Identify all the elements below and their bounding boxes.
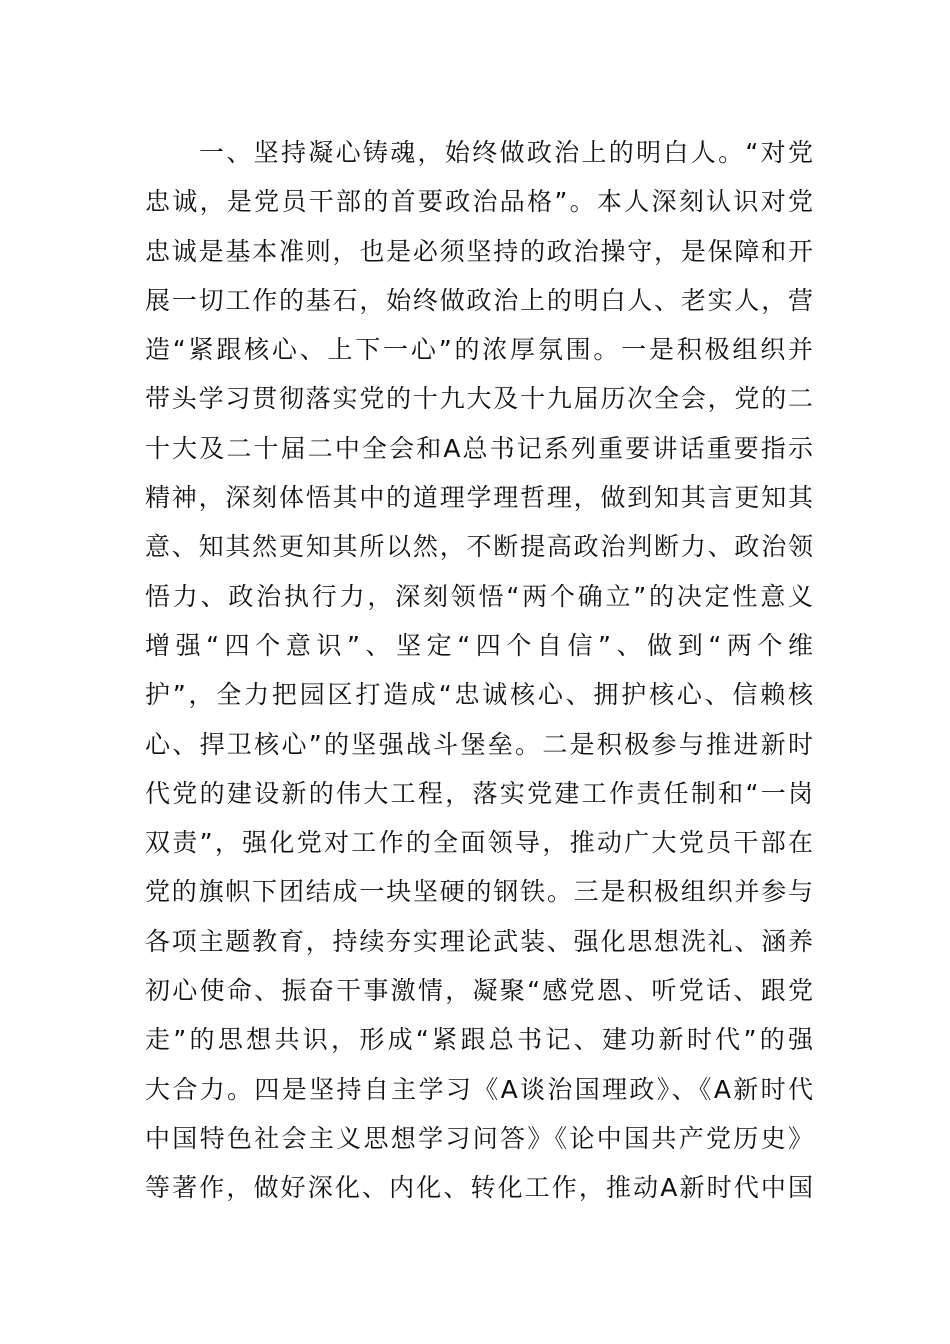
- paragraph-line: 增强“四个意识”、坚定“四个自信”、做到“两个维: [145, 630, 813, 660]
- paragraph-line: 护”，全力把园区打造成“忠诚核心、拥护核心、信赖核: [145, 680, 813, 710]
- paragraph-line: 各项主题教育，持续夯实理论武装、强化思想洗礼、涵养: [145, 926, 813, 956]
- paragraph-line: 中国特色社会主义思想学习问答》《论中国共产党历史》: [145, 1123, 813, 1153]
- paragraph-line: 大合力。四是坚持自主学习《A谈治国理政》、《A新时代: [145, 1074, 813, 1104]
- paragraph-line: 展一切工作的基石，始终做政治上的明白人、老实人，营: [145, 285, 813, 315]
- paragraph-line: 造“紧跟核心、上下一心”的浓厚氛围。一是积极组织并: [145, 335, 813, 365]
- paragraph-line: 党的旗帜下团结成一块坚硬的钢铁。三是积极组织并参与: [145, 877, 813, 907]
- paragraph-line: 意、知其然更知其所以然，不断提高政治判断力、政治领: [145, 532, 813, 562]
- paragraph-line: 十大及二十届二中全会和A总书记系列重要讲话重要指示: [145, 433, 813, 463]
- body-paragraph: [145, 128, 813, 1213]
- paragraph-line: 带头学习贯彻落实党的十九大及十九届历次全会，党的二: [145, 384, 813, 414]
- paragraph-line: 忠诚，是党员干部的首要政治品格”。本人深刻认识对党: [145, 187, 813, 217]
- paragraph-line: 忠诚是基本准则，也是必须坚持的政治操守，是保障和开: [145, 236, 813, 266]
- paragraph-line: 一、坚持凝心铸魂，始终做政治上的明白人。“对党: [199, 138, 813, 167]
- paragraph-line: 等著作，做好深化、内化、转化工作，推动A新时代中国: [145, 1173, 813, 1203]
- paragraph-line: 悟力、政治执行力，深刻领悟“两个确立”的决定性意义: [145, 581, 813, 611]
- paragraph-line: 心、捍卫核心”的坚强战斗堡垒。二是积极参与推进新时: [145, 729, 813, 759]
- paragraph-line: 初心使命、振奋干事激情，凝聚“感党恩、听党话、跟党: [145, 976, 813, 1006]
- paragraph-line: 双责”，强化党对工作的全面领导，推动广大党员干部在: [145, 828, 813, 858]
- paragraph-line: 走”的思想共识，形成“紧跟总书记、建功新时代”的强: [145, 1025, 813, 1055]
- paragraph-line: 精神，深刻体悟其中的道理学理哲理，做到知其言更知其: [145, 483, 813, 513]
- paragraph-line: 代党的建设新的伟大工程，落实党建工作责任制和“一岗: [145, 778, 813, 808]
